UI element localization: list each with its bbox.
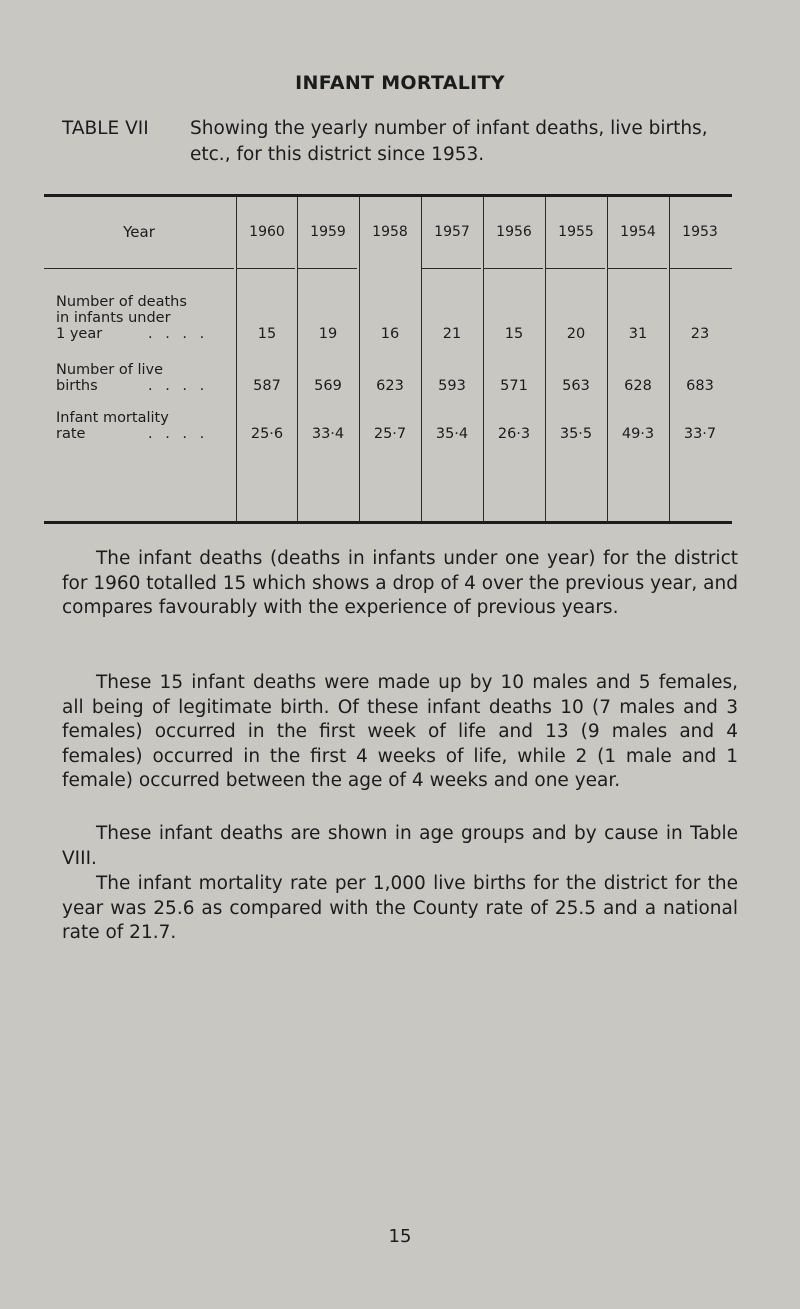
table-header-rule xyxy=(607,268,667,269)
table-cell: 628 xyxy=(624,378,652,394)
table-cell: 23 xyxy=(690,326,710,342)
table-cell: 35·5 xyxy=(559,426,593,442)
row-label-line: births xyxy=(56,378,98,394)
page-number: 15 xyxy=(388,1226,412,1247)
year-column-header: 1960 xyxy=(249,224,285,240)
table-cell: 20 xyxy=(566,326,586,342)
year-column-header: 1956 xyxy=(496,224,532,240)
infant-mortality-table xyxy=(44,194,732,524)
year-column-header: 1953 xyxy=(682,224,718,240)
paragraph: The infant mortality rate per 1,000 live births for the district for the year was 25.6 as compared with the County rate of 25.5 and a national rate of 21.7. xyxy=(62,873,738,943)
paragraph: These infant deaths are shown in age groups and by cause in Table VIII. xyxy=(62,823,738,869)
table-cell: 623 xyxy=(376,378,404,394)
table-caption-text: Showing the yearly number of infant deaths, live births, etc., for this district since 1953. xyxy=(190,118,708,165)
row-label-line: rate xyxy=(56,426,86,442)
leader-dots: . . . . xyxy=(148,426,209,442)
table-cell: 33·4 xyxy=(311,426,345,442)
table-column-divider xyxy=(236,197,237,521)
year-column-header: 1959 xyxy=(310,224,346,240)
year-column-header: 1954 xyxy=(620,224,656,240)
year-column-header: 1955 xyxy=(558,224,594,240)
table-cell: 16 xyxy=(380,326,400,342)
row-label-line: Number of deaths xyxy=(56,294,187,310)
table-column-divider xyxy=(421,197,422,521)
table-cell: 19 xyxy=(318,326,338,342)
table-cell: 593 xyxy=(438,378,466,394)
row-label-line: Number of live xyxy=(56,362,164,378)
table-caption-label: TABLE VII xyxy=(62,118,149,139)
table-bottom-rule xyxy=(44,521,732,524)
table-top-rule xyxy=(44,194,732,197)
table-header-rule xyxy=(669,268,732,269)
table-cell: 21 xyxy=(442,326,462,342)
table-header-rule xyxy=(236,268,295,269)
row-label-line: Infant mortality xyxy=(56,410,169,426)
table-cell: 569 xyxy=(314,378,342,394)
table-header-rule xyxy=(421,268,481,269)
table-row-label xyxy=(56,410,236,442)
table-cell: 683 xyxy=(686,378,714,394)
paragraph: These 15 infant deaths were made up by 10 males and 5 females, all being of legitimate birth. Of these infant deaths 10 (7 males and 3 females) occurred in the first week of life and 13 (9 males and 4 females) occurred in the first 4 weeks of life, while 2 (1 male and 1 female) occurred between the age of 4 weeks and one year. xyxy=(62,672,738,791)
table-cell: 587 xyxy=(253,378,281,394)
page-title: INFANT MORTALITY xyxy=(295,72,505,94)
table-column-divider xyxy=(359,197,360,521)
table-cell: 35·4 xyxy=(435,426,469,442)
table-column-divider xyxy=(669,197,670,521)
table-caption xyxy=(62,116,752,168)
paragraph: The infant deaths (deaths in infants under one year) for the district for 1960 totalled 15 which shows a drop of 4 over the previous year, and compares favourably with the experience of previous years. xyxy=(62,548,738,618)
table-cell: 49·3 xyxy=(621,426,655,442)
table-header-rule xyxy=(297,268,357,269)
table-header-rule xyxy=(545,268,605,269)
table-column-divider xyxy=(483,197,484,521)
year-column-header: 1957 xyxy=(434,224,470,240)
table-header-rule xyxy=(44,268,234,269)
table-cell: 31 xyxy=(628,326,648,342)
row-label-line: in infants under xyxy=(56,310,171,326)
table-cell: 571 xyxy=(500,378,528,394)
table-cell: 563 xyxy=(562,378,590,394)
table-cell: 15 xyxy=(257,326,277,342)
year-column-header: 1958 xyxy=(372,224,408,240)
row-label-line: 1 year xyxy=(56,326,103,342)
table-cell: 25·6 xyxy=(250,426,284,442)
table-cell: 26·3 xyxy=(497,426,531,442)
table-header-rule xyxy=(483,268,543,269)
table-column-divider xyxy=(545,197,546,521)
table-column-divider xyxy=(607,197,608,521)
leader-dots: . . . . xyxy=(148,378,209,394)
table-cell: 15 xyxy=(504,326,524,342)
year-header: Year xyxy=(123,223,155,241)
table-row-label xyxy=(56,362,236,394)
leader-dots: . . . . xyxy=(148,326,209,342)
table-cell: 25·7 xyxy=(373,426,407,442)
table-column-divider xyxy=(297,197,298,521)
table-row-label xyxy=(56,294,236,342)
table-cell: 33·7 xyxy=(683,426,717,442)
